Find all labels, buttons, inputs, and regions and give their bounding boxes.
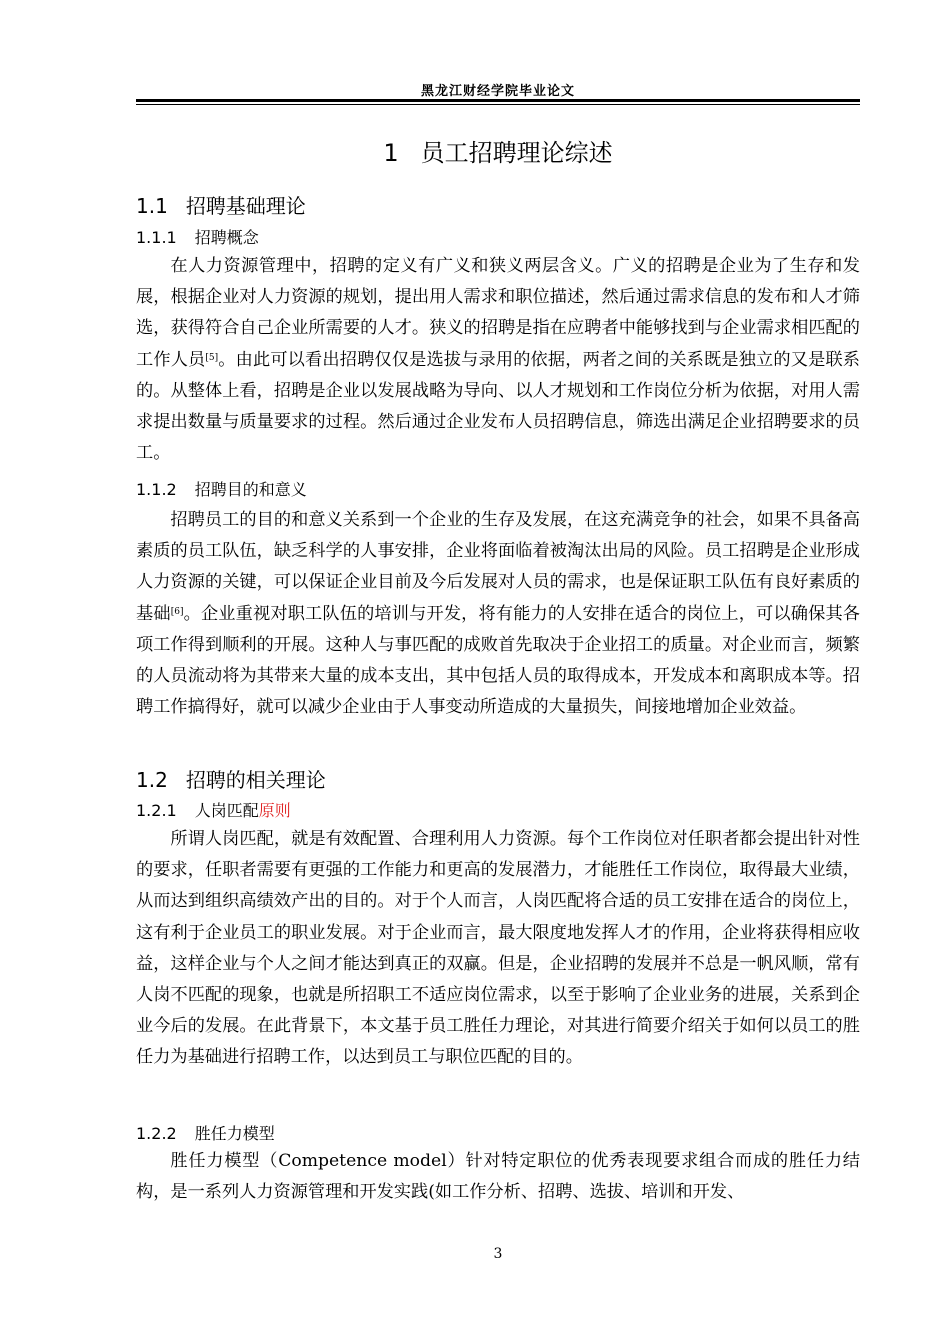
paragraph-recruitment-concept xyxy=(136,251,860,469)
paragraph-competence-model: 胜任力模型（Competence model）针对特定职位的优秀表现要求组合而成的胜任力结构，是一系列人力资源管理和开发实践(如工作分析、招聘、选拔、培训和开发、 xyxy=(136,1151,860,1203)
section-heading-1-1 xyxy=(136,190,306,219)
section-title: 招聘目的和意义 xyxy=(194,480,307,499)
page-number: 3 xyxy=(493,1246,503,1262)
paragraph-text: 。企业重视对职工队伍的培训与开发，将有能力的人安排在适合的岗位上，可以确保其各项工作得到顺利的开展。这种人与事匹配的成败首先取决于企业招工的质量。对企业而言，频繁的人员流动将为其带来大量的成本支出，其中包括人员的取得成本，开发成本和离职成本等。招聘工作搞得好，就可以减少企业由于人事变动所造成的大量损失，间接地增加企业效益。 xyxy=(136,603,860,718)
paragraph-text: 。由此可以看出招聘仅仅是选拔与录用的依据，两者之间的关系既是独立的又是联系的。从整体上看，招聘是企业以发展战略为导向、以人才规划和工作岗位分析为依据，对用人需求提出数量与质量要求的过程。然后通过企业发布人员招聘信息，筛选出满足企业招聘要求的员工。 xyxy=(136,349,860,464)
citation: [5] xyxy=(205,352,219,363)
section-number: 1.1 xyxy=(136,194,168,218)
chapter-title-text: 员工招聘理论综述 xyxy=(420,139,613,167)
section-number: 1.2.1 xyxy=(136,801,177,820)
section-title: 人岗匹配 xyxy=(194,801,259,820)
document-header: 黑龙江财经学院毕业论文 xyxy=(420,84,575,99)
section-heading-1-2 xyxy=(136,764,326,793)
section-title: 胜任力模型 xyxy=(194,1124,275,1143)
paragraph-text: 在人力资源管理中，招聘的定义有广义和狭义两层含义。广义的招聘是企业为了生存和发展，根据企业对人力资源的规划，提出用人需求和职位描述，然后通过需求信息的发布和人才筛选，获得符合自己企业所需要的人才。狭义的招聘是指在应聘者中能够找到与企业需求相匹配的工作人员 xyxy=(136,256,860,370)
section-heading-1-1-2 xyxy=(136,477,307,500)
section-title: 招聘的相关理论 xyxy=(185,768,326,792)
paragraph-text: 招聘员工的目的和意义关系到一个企业的生存及发展，在这充满竞争的社会，如果不具备高素质的员工队伍，缺乏科学的人事安排，企业将面临着被淘汰出局的风险。员工招聘是企业形成人力资源的关键，可以保证企业目前及今后发展对人员的需求，也是保证职工队伍有良好素质的基础 xyxy=(136,510,860,624)
section-number: 1.1.2 xyxy=(136,480,177,499)
section-title-highlight: 原则 xyxy=(258,801,291,820)
chapter-number: 1 xyxy=(383,139,399,167)
header-rule-thin xyxy=(136,104,860,105)
section-heading-1-1-1 xyxy=(136,225,259,248)
paragraph-recruitment-purpose xyxy=(136,505,860,723)
section-number: 1.1.1 xyxy=(136,228,177,247)
chapter-title xyxy=(136,133,860,168)
section-title: 招聘基础理论 xyxy=(185,194,306,218)
section-number: 1.2.2 xyxy=(136,1124,177,1143)
section-heading-1-2-1 xyxy=(136,798,291,821)
section-title: 招聘概念 xyxy=(194,228,259,247)
header-rule-thick xyxy=(136,99,860,102)
section-number: 1.2 xyxy=(136,768,168,792)
citation: [6] xyxy=(170,606,184,617)
paragraph-person-job-fit: 所谓人岗匹配，就是有效配置、合理利用人力资源。每个工作岗位对任职者都会提出针对性的要求，任职者需要有更强的工作能力和更高的发展潜力，才能胜任工作岗位，取得最大业绩，从而达到组织高绩效产出的目的。对于个人而言，人岗匹配将合适的员工安排在适合的岗位上，这有利于企业员工的职业发展。对于企业而言，最大限度地发挥人才的作用，企业将获得相应收益，这样企业与个人之间才能达到真正的双赢。但是，企业招聘的发展并不总是一帆风顺，常有人岗不匹配的现象，也就是所招职工不适应岗位需求，以至于影响了企业业务的进展，关系到企业今后的发展。在此背景下，本文基于员工胜任力理论，对其进行简要介绍关于如何以员工的胜任力为基础进行招聘工作，以达到员工与职位匹配的目的。 xyxy=(136,829,860,1068)
section-heading-1-2-2 xyxy=(136,1121,275,1144)
